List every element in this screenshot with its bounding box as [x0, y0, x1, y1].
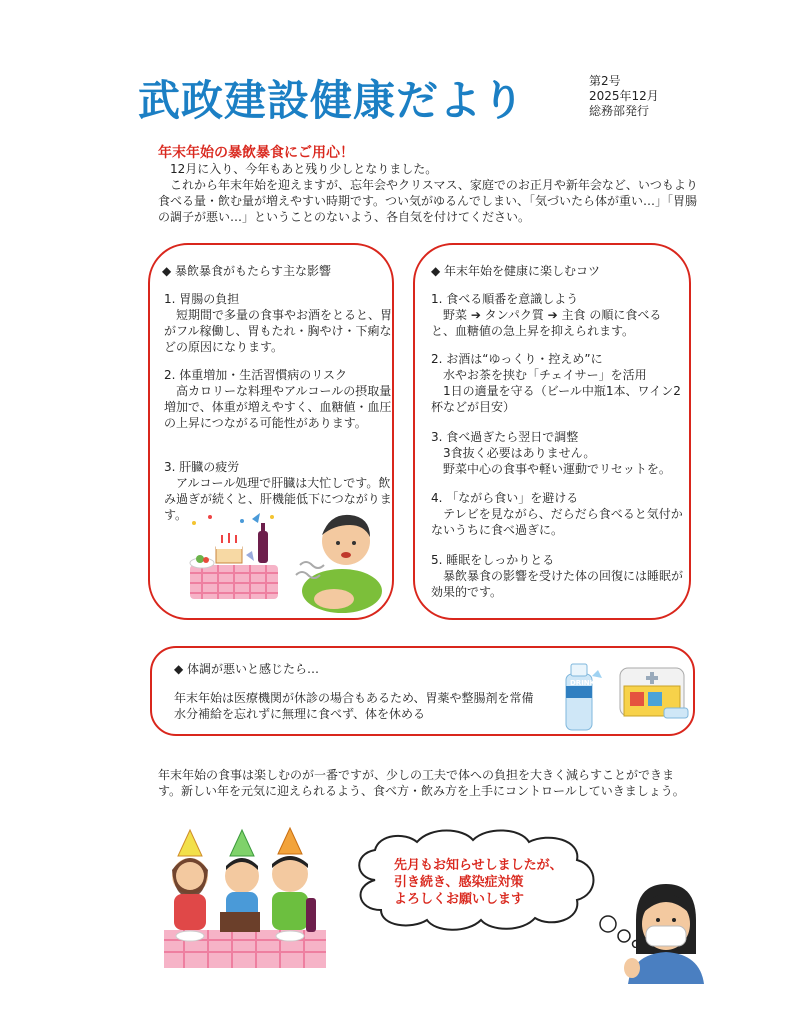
issue-date: 2025年12月: [589, 89, 659, 103]
effect-title: 3. 肝臓の疲労: [164, 460, 240, 474]
intro-paragraph: これから年末年始を迎えますが、忘年会やクリスマス、家庭でのお正月や新年会など、いつもより食べる量・飲む量が増えやすい時期です。つい気がゆるんでしまい、「気づいたら体が重い…」「胃腸の調子が悪い…」ということのないよう、各自気を付けてください。: [158, 178, 698, 224]
bottle-label: DRINK: [570, 679, 596, 687]
family-party-illustration: [160, 826, 330, 970]
tip-title: 3. 食べ過ぎたら翌日で調整: [431, 430, 579, 444]
issue-number: 第2号: [589, 74, 621, 88]
effect-body: 高カロリーな料理やアルコールの摂取量増加で、体重が増えやすく、血糖値・血圧の上昇につながる可能性があります。: [164, 384, 392, 430]
unwell-box: [150, 646, 695, 736]
tip-title: 4. 「ながら食い」を避ける: [431, 491, 579, 505]
unwell-line: 水分補給を忘れずに無理に食べず、体を休める: [174, 707, 426, 721]
tip-title: 2. お酒は“ゆっくり・控えめ”に: [431, 352, 603, 366]
tip-item: [431, 429, 683, 477]
tip-item: [431, 351, 683, 415]
effect-title: 2. 体重増加・生活習慣病のリスク: [164, 368, 348, 382]
tip-sub: 3食抜く必要はありません。: [443, 446, 596, 460]
cloud-message-line: 引き続き、感染症対策: [394, 875, 524, 890]
unwell-line: 年末年始は医療機関が休診の場合もあるため、胃薬や整腸剤を常備: [174, 691, 534, 705]
effect-title: 1. 胃腸の負担: [164, 292, 240, 306]
issue-info: [589, 74, 659, 119]
effects-heading: ◆ 暴飲暴食がもたらす主な影響: [162, 264, 332, 278]
unwell-heading: ◆ 体調が悪いと感じたら…: [174, 662, 320, 676]
tip-item: [431, 490, 683, 538]
masked-woman-illustration: [622, 880, 708, 984]
intro-line: 12月に入り、今年もあと残り少しとなりました。: [170, 162, 438, 176]
article-headline: 年末年始の暴飲暴食にご用心！: [158, 145, 354, 161]
tip-sub: 水やお茶を挟む「チェイサー」を活用: [443, 368, 647, 382]
tip-item: [431, 552, 683, 600]
closing-paragraph: 年末年始の食事は楽しむのが一番ですが、少しの工夫で体への負担を大きく減らすことができます。新しい年を元気に迎えられるよう、食べ方・飲み方を上手にコントロールしていきましょう。: [158, 768, 685, 798]
tip-body: 野菜中心の食事や軽い運動でリセットを。: [443, 462, 671, 476]
party-table-illustration: [186, 513, 282, 605]
tips-heading: ◆ 年末年始を健康に楽しむコツ: [431, 264, 601, 278]
effect-body: アルコール処理で肝臓は大忙しです。飲み過ぎが続くと、肝機能低下につながります。: [164, 476, 392, 522]
effect-item: [164, 291, 392, 355]
cloud-message-line: よろしくお願いします: [394, 892, 525, 907]
tip-item: [431, 291, 683, 339]
tip-title: 1. 食べる順番を意識しよう: [431, 292, 579, 306]
effects-box: [148, 243, 394, 620]
cloud-message-line: 先月もお知らせしましたが、: [394, 858, 563, 873]
effect-body: 短期間で多量の食事やお酒をとると、胃がフル稼働し、胃もたれ・胸やけ・下痢などの原因になります。: [164, 308, 393, 354]
tip-body: 野菜 ➔ タンパク質 ➔ 主食 の順に食べると、血糖値の急上昇を抑えられます。: [431, 308, 662, 338]
effect-item: [164, 367, 392, 431]
tip-body: テレビを見ながら、だらだら食べると気付かないうちに食べ過ぎに。: [431, 507, 683, 537]
tip-body: 1日の適量を守る（ビール中瓶1本、ワイン2杯などが目安）: [431, 384, 681, 414]
overeating-man-illustration: [290, 505, 386, 613]
cloud-message: [394, 857, 563, 908]
tip-title: 5. 睡眠をしっかりとる: [431, 553, 555, 567]
publisher: 総務部発行: [589, 104, 650, 118]
tip-body: 暴飲暴食の影響を受けた体の回復には睡眠が効果的です。: [431, 569, 684, 599]
tips-box: [413, 243, 691, 620]
newsletter-title: 武政建設健康だより: [138, 76, 526, 125]
medicine-kit-illustration: [558, 656, 692, 734]
